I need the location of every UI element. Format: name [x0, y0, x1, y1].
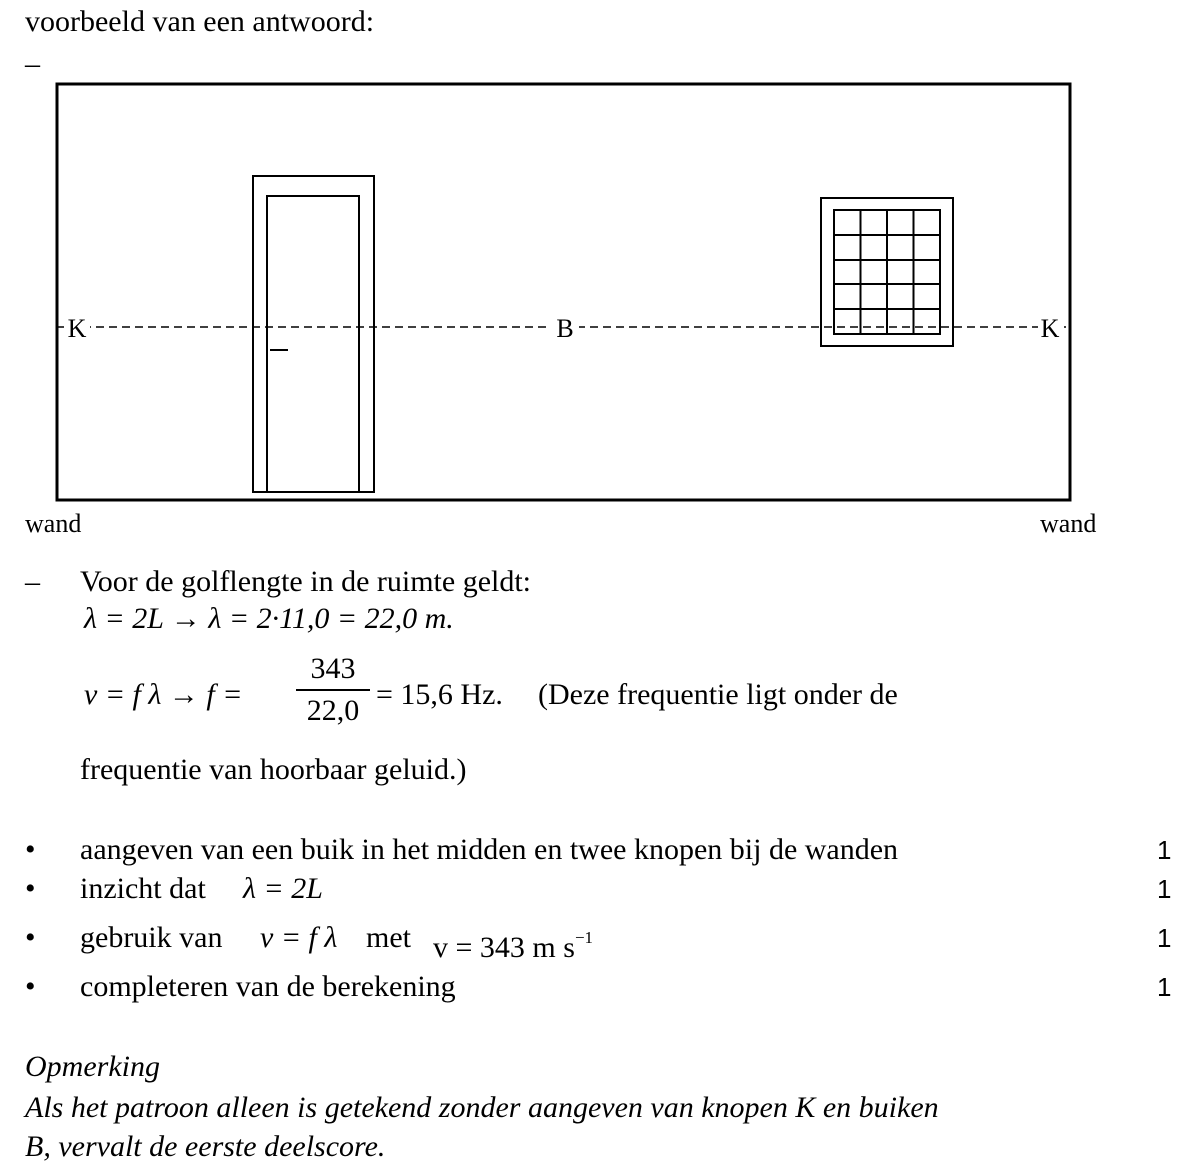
node-label-right: K: [1040, 314, 1060, 343]
window-icon: [821, 198, 953, 346]
score-item-text: aangeven van een buik in het midden en twee knopen bij de wanden: [80, 833, 899, 866]
score-item-math: λ = 2L: [243, 872, 323, 905]
antinode-label: B: [556, 314, 574, 343]
explanation-bullet: –: [25, 565, 40, 598]
room-diagram: [0, 0, 1182, 545]
intro-text: voorbeeld van een antwoord:: [25, 5, 375, 38]
dash-marker: –: [25, 47, 40, 80]
wall-label-right: wand: [1040, 509, 1097, 538]
explanation-line1: Voor de golflengte in de ruimte geldt:: [80, 565, 532, 598]
score-bullet: •: [25, 970, 36, 1003]
remark-title: Opmerking: [25, 1050, 160, 1083]
score-points: 1: [1157, 923, 1172, 953]
score-item-math2-base: v = 343 m s: [433, 931, 575, 964]
score-bullet: •: [25, 833, 36, 866]
score-item-math2: [433, 920, 593, 966]
door-icon: [253, 176, 374, 492]
score-item-text: completeren van de berekening: [80, 970, 456, 1003]
score-item-text: gebruik van: [80, 921, 223, 954]
node-label-left: K: [67, 314, 87, 343]
score-points: 1: [1157, 835, 1172, 865]
score-item-text: inzicht dat: [80, 872, 206, 905]
remark-line2: B, vervalt de eerste deelscore.: [25, 1130, 386, 1163]
fraction-denominator: 22,0: [306, 694, 360, 727]
score-bullet: •: [25, 872, 36, 905]
wavelength-equation: λ = 2L → λ = 2·11,0 = 22,0 m.: [84, 602, 454, 635]
frequency-equation-prefix: v = f λ → f =: [84, 678, 243, 711]
score-points: 1: [1157, 972, 1172, 1002]
room-outline: [57, 84, 1070, 500]
score-item-sup: −1: [574, 928, 594, 947]
score-item-text-mid: met: [366, 921, 411, 954]
frequency-note: (Deze frequentie ligt onder de: [538, 678, 898, 711]
fraction-numerator: 343: [310, 652, 356, 685]
score-points: 1: [1157, 874, 1172, 904]
frequency-fraction: [296, 651, 370, 729]
explanation-line4: frequentie van hoorbaar geluid.): [80, 753, 467, 786]
score-item-math: v = f λ: [260, 921, 338, 954]
remark-line1: Als het patroon alleen is getekend zonder aangeven van knopen K en buiken: [25, 1091, 939, 1124]
score-bullet: •: [25, 921, 36, 954]
wall-label-left: wand: [25, 509, 82, 538]
frequency-result: = 15,6 Hz.: [376, 678, 503, 711]
